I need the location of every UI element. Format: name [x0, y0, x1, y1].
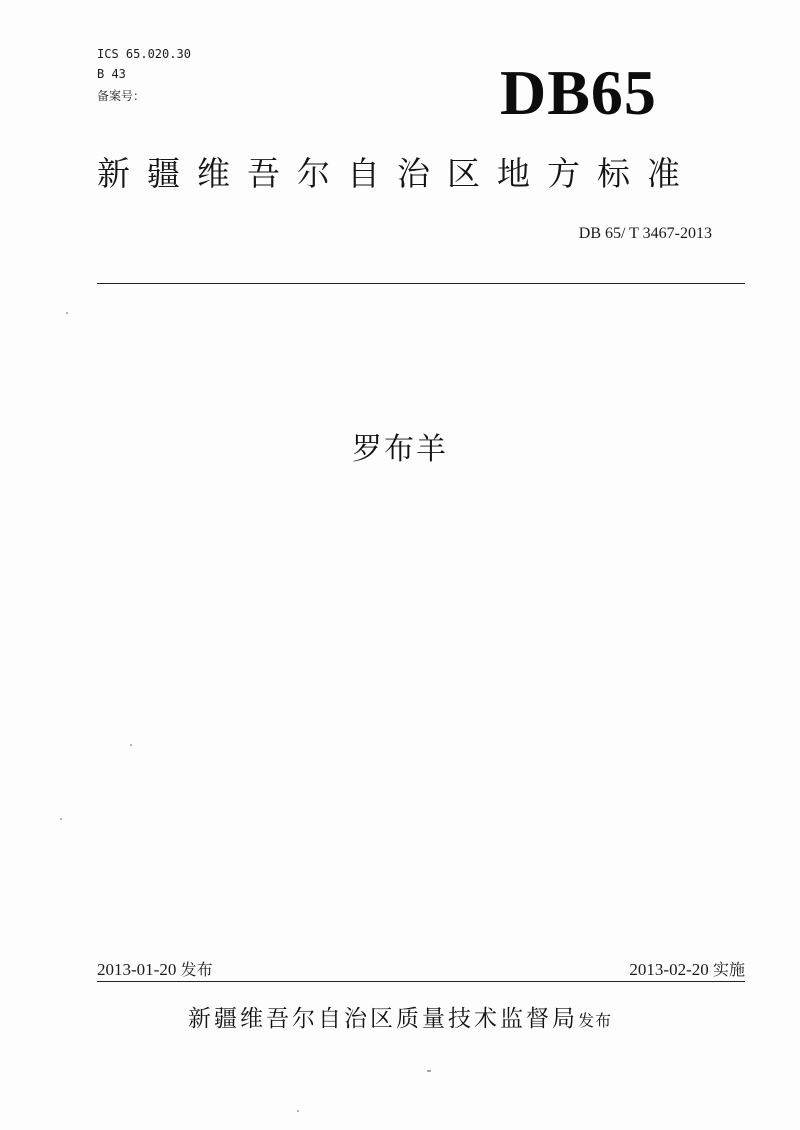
- ccs-code: B 43: [97, 67, 126, 81]
- document-title: 罗布羊: [352, 432, 448, 467]
- publisher-suffix: 发布: [577, 1011, 612, 1030]
- publisher-line: [0, 1003, 800, 1037]
- scan-speck: [66, 312, 68, 314]
- scan-speck: [297, 1110, 299, 1112]
- implement-label: 实施: [712, 960, 745, 979]
- issue-date: 2013-01-20: [97, 960, 177, 979]
- standard-category-title: 新疆维吾尔自治区地方标准: [97, 154, 697, 193]
- bottom-divider: [97, 981, 745, 982]
- issue-label: 发布: [180, 960, 213, 979]
- issue-date-line: [97, 960, 213, 980]
- top-divider: [97, 283, 745, 284]
- implement-date: 2013-02-20: [629, 960, 709, 979]
- publisher-name: 新疆维吾尔自治区质量技术监督局: [187, 1006, 578, 1032]
- ics-code: ICS 65.020.30: [97, 47, 191, 61]
- scan-speck: [60, 818, 62, 820]
- scan-speck: [427, 1070, 431, 1072]
- scan-speck: [130, 744, 132, 746]
- implement-date-line: [629, 960, 745, 980]
- db65-logo: DB65: [500, 57, 657, 128]
- record-number-label: 备案号：: [97, 89, 146, 103]
- standard-code: DB 65/ T 3467-2013: [578, 225, 712, 242]
